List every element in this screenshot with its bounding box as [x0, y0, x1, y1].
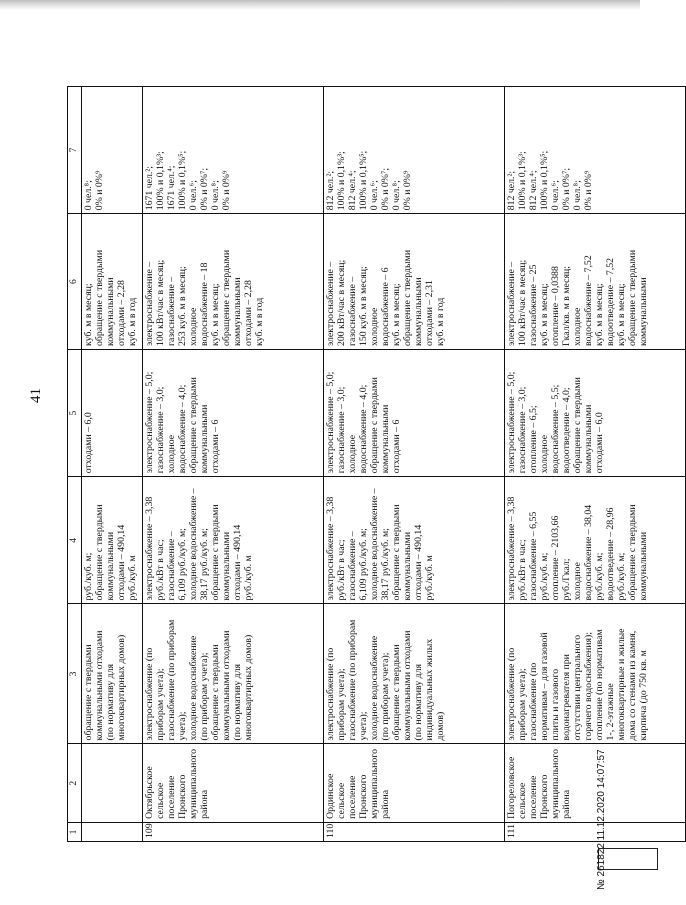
- cell-line: 0 чел.⁶;: [549, 180, 561, 211]
- cell-line: Погореловское: [506, 756, 517, 819]
- header-cell: 3: [68, 604, 82, 744]
- cell-line: 38,17 руб./куб. м;: [198, 528, 210, 601]
- cell-volumes: [324, 214, 505, 350]
- cell-line: сельское: [516, 782, 528, 819]
- cell-line: руб./кВт в час;: [154, 539, 166, 601]
- cell-line: водоснабжение – 5,5;: [549, 384, 561, 474]
- cell-line: 0 чел.⁸;: [390, 180, 402, 211]
- header-cell: 1: [68, 822, 82, 841]
- cell-line: электроснабжение – 5,0;: [144, 371, 155, 474]
- cell-line: Ординское: [325, 773, 336, 819]
- cell-line: 6,109 руб./куб. м;: [357, 528, 369, 601]
- cell-line: отходами – 6,0: [593, 412, 605, 474]
- cell-line: водоснабжение – 18: [198, 262, 210, 347]
- cell-num: 111: [505, 822, 686, 841]
- cell-line: газоснабжение –: [346, 276, 358, 347]
- cell-line: куб. м в год: [253, 297, 265, 347]
- cell-line: обращение с твердыми: [390, 504, 402, 601]
- cell-line: электроснабжение (по: [325, 647, 336, 741]
- cell-line: 150 куб. м в месяц;: [357, 266, 369, 347]
- cell-line: отходами – 2,28: [242, 280, 254, 347]
- cell-line: куб. м в месяц;: [593, 283, 605, 347]
- cell-line: коммунальными: [637, 277, 649, 347]
- cell-line: 0 чел.⁸;: [83, 180, 94, 211]
- cell-limits: [324, 350, 505, 477]
- cell-line: Пронского: [176, 774, 188, 819]
- cell-line: куб. м в месяц;: [615, 283, 627, 347]
- cell-line: куб. м в месяц;: [83, 283, 94, 347]
- rotated-table-container: [67, 86, 649, 842]
- cell-line: обращение с твердыми: [401, 249, 413, 347]
- cell-line: газоснабжение (по: [527, 662, 539, 741]
- cell-line: водоснабжение – 6: [379, 267, 391, 347]
- cell-line: холодное водоснабжение: [187, 635, 199, 741]
- cell-line: приборам учета);: [516, 668, 528, 741]
- cell-line: водоснабжение – 4,0;: [357, 384, 369, 474]
- cell-line: водоотведение – 4,0;: [560, 387, 572, 474]
- cell-line: куб. м в месяц;: [390, 283, 402, 347]
- cell-line: отходами – 6: [209, 419, 221, 474]
- cell-line: многоквартирных домов): [242, 634, 254, 741]
- cell-line: холодное: [165, 434, 177, 474]
- cell-line: дома со стенами из камня,: [626, 630, 638, 741]
- cell-line: коммунальными: [582, 404, 594, 474]
- cell-line: коммунальными: [231, 277, 243, 347]
- cell-line: обращение с твердыми: [209, 644, 221, 741]
- cell-line: руб./куб. м;: [615, 552, 627, 601]
- cell-line: руб./кВт в час;: [335, 539, 347, 601]
- cell-line: коммунальными: [220, 531, 232, 601]
- cell-num: 109: [143, 822, 324, 841]
- cell-line: 100 кВт/час в месяц;: [516, 259, 528, 347]
- cell-line: отходами – 490,14: [115, 524, 127, 601]
- table-row: [505, 87, 686, 842]
- header-cell: 4: [68, 477, 82, 604]
- cell-line: муниципального: [187, 749, 199, 819]
- cell-services: [82, 604, 143, 744]
- signature-stamp: [598, 848, 658, 870]
- cell-line: 6,109 руб./куб. м;: [176, 528, 188, 601]
- cell-line: водоснабжение – 7,52: [582, 255, 594, 347]
- cell-line: обращение с твердыми: [93, 504, 105, 601]
- cell-line: электроснабжение – 3,38: [506, 496, 517, 601]
- cell-tariffs: [143, 477, 324, 604]
- cell-line: обращение с твердыми: [220, 249, 232, 347]
- cell-line: (по приборам учета);: [198, 652, 210, 741]
- cell-settlement: [324, 744, 505, 822]
- cell-line: многоквартирные и жилые: [615, 628, 627, 741]
- cell-line: 0 чел.⁸;: [209, 180, 221, 211]
- cell-line: 0 чел.⁶;: [368, 180, 380, 211]
- cell-line: руб./куб. м;: [593, 552, 605, 601]
- cell-line: газоснабжение –: [165, 531, 177, 601]
- header-cell: 7: [68, 87, 82, 214]
- cell-line: электроснабжение (по: [144, 647, 155, 741]
- cell-line: отходами – 490,14: [231, 524, 243, 601]
- tariff-table: [67, 86, 686, 842]
- cell-num: 110: [324, 822, 505, 841]
- cell-tariffs: [505, 477, 686, 604]
- cell-settlement: [505, 744, 686, 822]
- cell-line: обращение с твердыми: [209, 504, 221, 601]
- cell-line: холодное: [571, 307, 583, 347]
- cell-services: [324, 604, 505, 744]
- cell-line: 100% и 0,1%³;: [154, 151, 166, 211]
- cell-line: отходами – 2,28: [115, 280, 127, 347]
- cell-line: (по нормативу для: [412, 663, 424, 741]
- cell-line: Пронского: [357, 774, 369, 819]
- cell-line: холодное: [538, 434, 550, 474]
- cell-line: кирпича (до 750 кв. м: [637, 650, 649, 741]
- header-cell: 6: [68, 214, 82, 350]
- cell-line: района: [560, 789, 572, 819]
- cell-line: отходами – 6: [390, 419, 402, 474]
- cell-line: отопление (по нормативам: [593, 629, 605, 741]
- cell-line: района: [198, 789, 210, 819]
- header-row: [68, 87, 82, 842]
- cell-tariffs: [324, 477, 505, 604]
- cell-line: коммунальными: [637, 531, 649, 601]
- cell-line: куб. м в год: [126, 297, 138, 347]
- cell-limits: [505, 350, 686, 477]
- cell-line: многоквартирных домов): [115, 634, 127, 741]
- cell-line: 100% и 0,1%⁵;: [357, 150, 369, 211]
- cell-line: 0% и 0%⁷;: [560, 167, 572, 211]
- cell-line: обращение с твердыми: [626, 249, 638, 347]
- cell-line: руб./кВт в час;: [516, 539, 528, 601]
- cell-line: газоснабжение (по приборам: [165, 619, 177, 741]
- scan-edge: [0, 0, 640, 10]
- cell-services: [505, 604, 686, 744]
- cell-line: электроснабжение – 3,38: [144, 496, 155, 601]
- cell-limits: [143, 350, 324, 477]
- cell-line: холодное: [346, 434, 358, 474]
- cell-line: руб./куб. м;: [538, 552, 550, 601]
- cell-line: обращение с твердыми: [571, 377, 583, 474]
- cell-line: 0% и 0%⁷;: [198, 167, 210, 211]
- document-footer: № 261822 11.12.2020 14:07:57: [596, 749, 607, 890]
- cell-line: учета);: [176, 711, 188, 741]
- cell-line: 1671 чел.⁴;: [165, 165, 177, 211]
- cell-line: 0% и 0%⁹: [401, 170, 413, 211]
- cell-line: электроснабжение (по: [506, 647, 517, 741]
- cell-line: коммунальными: [401, 531, 413, 601]
- cell-volumes: [505, 214, 686, 350]
- cell-line: газоснабжение –: [165, 276, 177, 347]
- cell-line: коммунальными: [379, 404, 391, 474]
- cell-line: приборам учета);: [335, 668, 347, 741]
- cell-line: 0% и 0%⁹: [582, 170, 594, 211]
- cell-population: [143, 87, 324, 214]
- page-number: 41: [28, 388, 44, 403]
- cell-line: 100% и 0,1%³;: [335, 151, 347, 211]
- cell-line: руб./Гкал;: [560, 558, 572, 601]
- cell-line: приборам учета);: [154, 668, 166, 741]
- cell-population: [324, 87, 505, 214]
- cell-tariffs: [82, 477, 143, 604]
- cell-line: 1-, 2-этажные: [604, 683, 616, 741]
- cell-line: отходами – 6,0: [83, 412, 94, 474]
- cell-line: руб./куб. м: [423, 555, 435, 601]
- cell-line: отопление – 0,0388: [549, 266, 561, 347]
- cell-line: Гкал/кв. м в месяц;: [560, 266, 572, 347]
- cell-line: коммунальными: [104, 531, 116, 601]
- cell-line: электроснабжение – 5,0;: [325, 371, 336, 474]
- cell-line: муниципального: [549, 749, 561, 819]
- header-cell: 2: [68, 744, 82, 822]
- cell-services: [143, 604, 324, 744]
- cell-line: водоснабжение – 4,0;: [176, 384, 188, 474]
- cell-line: газоснабжение – 3,0;: [335, 386, 347, 474]
- cell-line: обращение с твердыми: [368, 377, 380, 474]
- cell-limits: [82, 350, 143, 477]
- table-row: [324, 87, 505, 842]
- cell-line: коммунальными: [104, 277, 116, 347]
- cell-line: Октябрьское: [144, 766, 155, 819]
- cell-population: [82, 87, 143, 214]
- cell-line: обращение с твердыми: [390, 644, 402, 741]
- cell-settlement: [143, 744, 324, 822]
- table-row: [82, 87, 143, 842]
- cell-line: электроснабжение – 5,0;: [506, 371, 517, 474]
- cell-line: 812 чел.²;: [325, 170, 336, 211]
- cell-line: 812 чел.⁴;: [346, 170, 358, 211]
- cell-line: водоснабжение – 38,04: [582, 504, 594, 601]
- cell-line: куб. м в месяц;: [538, 283, 550, 347]
- cell-line: газоснабжение – 25: [527, 264, 539, 347]
- cell-line: 0% и 0%⁹: [93, 170, 105, 211]
- cell-line: водоотведение – 7,52: [604, 258, 616, 347]
- cell-line: индивидуальных жилых: [423, 638, 435, 741]
- cell-line: холодное: [187, 307, 199, 347]
- cell-line: района: [379, 789, 391, 819]
- cell-line: электроснабжение –: [325, 261, 336, 347]
- cell-line: домов): [434, 711, 446, 741]
- cell-line: 200 кВт/час в месяц;: [335, 259, 347, 347]
- cell-volumes: [82, 214, 143, 350]
- cell-line: холодное водоснабжение –: [368, 488, 380, 601]
- cell-line: 100% и 0,1%⁵;: [176, 150, 188, 211]
- cell-line: отходами – 490,14: [412, 524, 424, 601]
- header-cell: 5: [68, 350, 82, 477]
- cell-line: 1671 чел.²;: [144, 165, 155, 211]
- cell-line: руб./куб. м: [126, 555, 138, 601]
- cell-line: руб./куб. м: [242, 555, 254, 601]
- cell-line: коммунальными отходами: [93, 630, 105, 741]
- cell-line: 0 чел.⁸;: [571, 180, 583, 211]
- cell-line: 253 куб. м в месяц;: [176, 266, 188, 347]
- cell-line: поселение: [527, 775, 539, 819]
- cell-line: руб./куб. м;: [83, 552, 94, 601]
- cell-line: 100% и 0,1%⁵;: [538, 150, 550, 211]
- cell-population: [505, 87, 686, 214]
- cell-line: электроснабжение –: [506, 261, 517, 347]
- cell-line: газоснабжение (по приборам: [346, 619, 358, 741]
- cell-num: [82, 822, 143, 841]
- cell-line: коммунальными отходами: [401, 630, 413, 741]
- cell-line: отходами – 2,31: [423, 280, 435, 347]
- cell-line: Пронского: [538, 774, 550, 819]
- cell-line: отсутствии центрального: [571, 634, 583, 741]
- cell-line: сельское: [335, 782, 347, 819]
- cell-settlement: [82, 744, 143, 822]
- cell-line: поселение: [346, 775, 358, 819]
- cell-line: водоотведение – 28,96: [604, 507, 616, 601]
- cell-line: 0% и 0%⁹: [220, 170, 232, 211]
- cell-line: газоснабжение – 3,0;: [154, 386, 166, 474]
- cell-line: муниципального: [368, 749, 380, 819]
- cell-line: (по приборам учета);: [379, 652, 391, 741]
- cell-line: 0% и 0%⁷;: [379, 167, 391, 211]
- cell-line: холодное: [571, 562, 583, 601]
- table-row: [143, 87, 324, 842]
- cell-line: коммунальными: [198, 404, 210, 474]
- cell-line: 0 чел.⁶;: [187, 180, 199, 211]
- cell-line: поселение: [165, 775, 177, 819]
- cell-line: 100% и 0,1%³;: [516, 151, 528, 211]
- cell-line: холодное водоснабжение: [368, 635, 380, 741]
- cell-line: обращение с твердыми: [626, 504, 638, 601]
- cell-line: газоснабжение –: [346, 531, 358, 601]
- cell-line: 812 чел.²;: [506, 170, 517, 211]
- cell-line: обращение с твердыми: [83, 644, 94, 741]
- cell-line: 38,17 руб./куб. м;: [379, 528, 391, 601]
- cell-line: сельское: [154, 782, 166, 819]
- cell-line: водонагревателя при: [560, 654, 572, 741]
- cell-line: отопление – 6,5;: [527, 405, 539, 474]
- cell-line: электроснабжение – 3,38: [325, 496, 336, 601]
- cell-volumes: [143, 214, 324, 350]
- cell-line: 812 чел.⁴;: [527, 170, 539, 211]
- cell-line: электроснабжение –: [144, 261, 155, 347]
- cell-line: обращение с твердыми: [187, 377, 199, 474]
- cell-line: нормативам – для газовой: [538, 632, 550, 741]
- cell-line: горячего водоснабжения);: [582, 632, 594, 741]
- cell-line: газоснабжение – 3,0;: [516, 386, 528, 474]
- cell-line: (по нормативу для: [231, 663, 243, 741]
- cell-line: куб. м в месяц;: [209, 283, 221, 347]
- cell-line: коммунальными отходами: [220, 630, 232, 741]
- cell-line: холодное: [368, 307, 380, 347]
- cell-line: газоснабжение – 6,55: [527, 511, 539, 601]
- cell-line: коммунальными: [412, 277, 424, 347]
- cell-line: 100 кВт/час в месяц;: [154, 259, 166, 347]
- cell-line: плиты и газового: [549, 668, 561, 741]
- cell-line: холодное водоснабжение –: [187, 488, 199, 601]
- cell-line: учета);: [357, 711, 369, 741]
- cell-line: (по нормативу для: [104, 663, 116, 741]
- cell-line: обращение с твердыми: [93, 249, 105, 347]
- cell-line: куб. м в год: [434, 297, 446, 347]
- cell-line: отопление – 2103,66: [549, 515, 561, 601]
